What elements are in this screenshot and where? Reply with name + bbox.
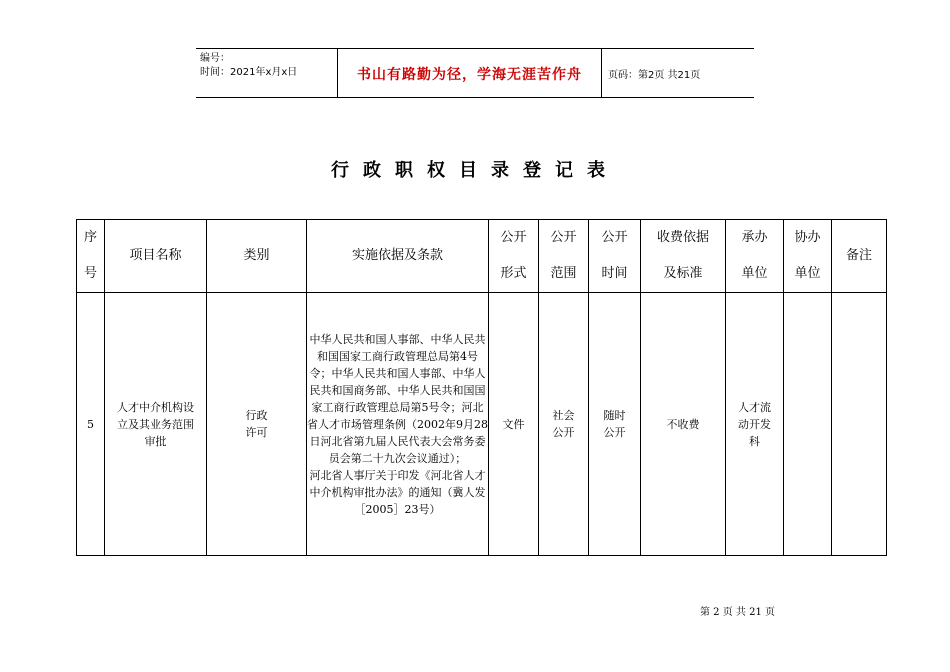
col-header-unit: 承办 单位 (726, 220, 784, 293)
document-title: 行政职权目录登记表 (331, 160, 619, 181)
cell-seq: 5 (77, 293, 105, 556)
cell-name: 人才中介机构设立及其业务范围审批 (105, 293, 207, 556)
cell-unit: 人才流动开发科 (726, 293, 784, 556)
date-label: 时间：2021年x月x日 (200, 67, 298, 78)
header-page-label: 页码：第2页 共21页 (608, 70, 701, 81)
basis-text: 中华人民共和国人事部、中华人民共和国国家工商行政管理总局第4号令；中华人民共和国人事部、中华人民共和国商务部、中华人民共和国国家工商行政管理总局第5号令；河北省人才市场管理条例（2002年9月28日河北省第九届人民代表大会常务委员会第二十九次会议通过）； (307, 332, 488, 465)
col-header-remark: 备注 (832, 220, 887, 293)
cell-category: 行政 许可 (207, 293, 307, 556)
col-header-form: 公开 形式 (489, 220, 539, 293)
col-header-name: 项目名称 (105, 220, 207, 293)
col-header-fee: 收费依据 及标准 (641, 220, 726, 293)
table-header-row (77, 220, 887, 293)
header-divider (601, 49, 602, 97)
col-header-scope: 公开 范围 (539, 220, 589, 293)
cell-co-unit (784, 293, 832, 556)
col-header-seq: 序 号 (77, 220, 105, 293)
register-table (76, 219, 887, 556)
header-meta (200, 52, 297, 80)
col-header-category: 类别 (207, 220, 307, 293)
page-footer: 第 2 页 共 21 页 (700, 607, 775, 618)
col-header-time: 公开 时间 (589, 220, 641, 293)
cell-time: 随时 公开 (589, 293, 641, 556)
cell-remark (832, 293, 887, 556)
cell-scope: 社会 公开 (539, 293, 589, 556)
table-row (77, 293, 887, 556)
col-header-basis: 实施依据及条款 (307, 220, 489, 293)
code-label: 编号： (200, 53, 230, 64)
basis-text: 河北省人事厅关于印发《河北省人才中介机构审批办法》的通知（冀人发［2005］23号） (309, 468, 486, 516)
col-header-co-unit: 协办 单位 (784, 220, 832, 293)
header-motto: 书山有路勤为径，学海无涯苦作舟 (357, 67, 582, 83)
page-header (196, 48, 754, 98)
cell-basis (307, 293, 489, 556)
cell-fee: 不收费 (641, 293, 726, 556)
cell-form: 文件 (489, 293, 539, 556)
